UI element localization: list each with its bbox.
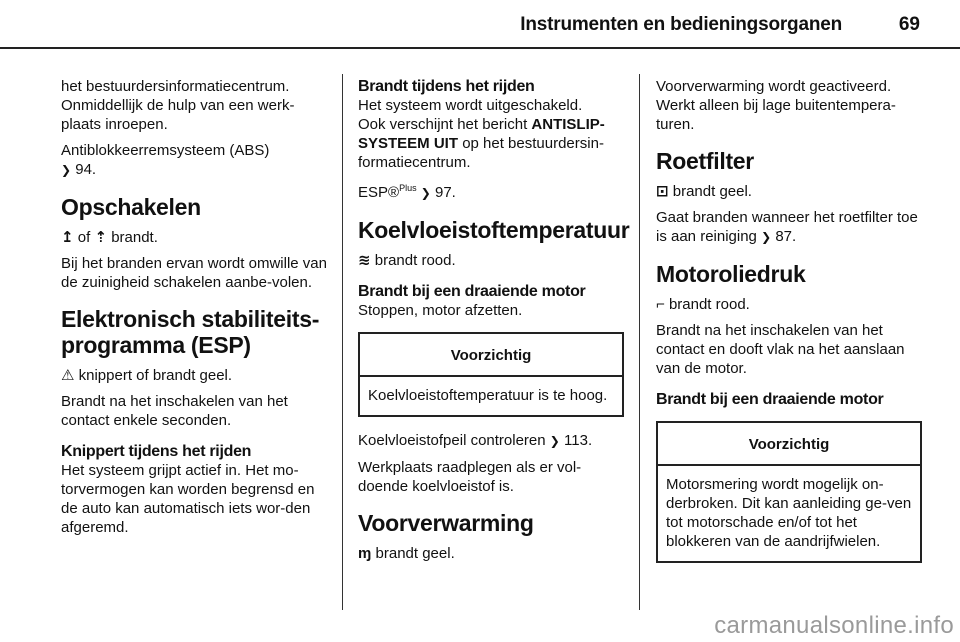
oil-can-icon: ⌐ <box>656 296 665 313</box>
paragraph-roet: Gaat branden wanneer het roetfilter toe is aan reiniging ❯ 87. <box>656 209 918 245</box>
column-divider-2 <box>639 74 640 610</box>
reference-arrow-icon: ❯ <box>549 434 560 448</box>
column-3 <box>656 77 922 577</box>
paragraph: het bestuurdersinformatiecentrum. Onmiddellijk de hulp van een werk-plaats inroepen. <box>61 78 295 133</box>
paragraph: Werkplaats raadplegen als er vol-doende koelvloeistof is. <box>358 459 582 495</box>
coolant-indicator: ≋ brandt rood. <box>358 252 456 269</box>
page-reference-link[interactable]: 94. <box>75 161 97 178</box>
caution-box-body: Koelvloeistoftemperatuur is te hoog. <box>368 387 608 404</box>
page-reference-link[interactable]: 87. <box>775 228 797 245</box>
soot-filter-indicator: ⊡ brandt geel. <box>656 183 752 200</box>
paragraph: Brandt na het inschakelen van het contact enkele seconden. <box>61 393 288 429</box>
caution-box-body: Motorsmering wordt mogelijk on-derbroken. Dit kan aanleiding ge-ven tot motorschade en/of tot het blokkeren van de aandrijfwielen. <box>666 476 912 550</box>
heading-motoroliedruk: Motoroliedruk <box>656 261 806 287</box>
reference-arrow-icon: ❯ <box>420 186 431 200</box>
paragraph: Voorverwarming wordt geactiveerd. Werkt alleen bij lage buitentempera-turen. <box>656 78 896 133</box>
paragraph-abs: Antiblokkeerremsysteem (ABS) ❯ 94. <box>61 142 270 178</box>
shift-up-icon: ↥ <box>61 229 74 246</box>
header-rule <box>0 47 960 49</box>
page-reference-link[interactable]: 97. <box>435 184 456 201</box>
caution-box-title: Voorzichtig <box>360 334 622 377</box>
coolant-temperature-icon: ≋ <box>358 252 371 269</box>
esp-skid-icon: ⚠ <box>61 367 75 384</box>
heading-roetfilter: Roetfilter <box>656 148 754 174</box>
column-2 <box>358 77 630 570</box>
heading-knippert: Knippert tijdens het rijden <box>61 443 252 460</box>
caution-box-title: Voorzichtig <box>658 423 920 466</box>
heading-esp: Elektronisch stabiliteits-programma (ESP) <box>61 306 320 358</box>
page-reference-link[interactable]: 113. <box>564 432 593 449</box>
caution-box <box>656 421 922 563</box>
heading-opschakelen: Opschakelen <box>61 194 201 220</box>
paragraph-bericht: Ook verschijnt het bericht ANTISLIP-SYSTEEM UIT op het bestuurdersin-formatiecentrum. <box>358 116 605 171</box>
page-number: 69 <box>898 14 920 35</box>
heading-draaiende-motor: Brandt bij een draaiende motor <box>656 391 884 408</box>
heading-voorverwarming: Voorverwarming <box>358 510 534 536</box>
watermark: carmanualsonline.info <box>714 612 954 639</box>
soot-filter-icon: ⊡ <box>656 183 669 200</box>
reference-arrow-icon: ❯ <box>61 163 72 177</box>
page-header-title: Instrumenten en bedieningsorganen <box>520 14 842 35</box>
esp-indicator: ⚠ knippert of brandt geel. <box>61 367 233 384</box>
heading-koelvloeistof: Koelvloeistoftemperatuur <box>358 217 630 243</box>
caution-box <box>358 332 624 417</box>
glow-plug-icon: ɱ <box>358 545 372 562</box>
paragraph: Het systeem wordt uitgeschakeld. <box>358 97 583 114</box>
paragraph: Bij het branden ervan wordt omwille van de zuinigheid schakelen aanbe-volen. <box>61 255 327 291</box>
column-divider-1 <box>342 74 343 610</box>
paragraph: Stoppen, motor afzetten. <box>358 302 523 319</box>
reference-arrow-icon: ❯ <box>761 230 772 244</box>
opschakelen-indicator: ↥ of ⇡ brandt. <box>61 229 158 246</box>
heading-brandt-rijden: Brandt tijdens het rijden <box>358 78 535 95</box>
oil-pressure-indicator: ⌐ brandt rood. <box>656 296 750 313</box>
preheat-indicator: ɱ brandt geel. <box>358 545 455 562</box>
paragraph: Het systeem grijpt actief in. Het mo-torvermogen kan worden begrensd en de auto kan automatisch iets wor-den afgeremd. <box>61 462 315 536</box>
column-1 <box>61 77 331 544</box>
heading-draaiende-motor: Brandt bij een draaiende motor <box>358 283 586 300</box>
esp-plus-reference: ESP®$^{Plus}$ ❯ 97. <box>358 183 456 201</box>
paragraph-peil: Koelvloeistofpeil controleren ❯ 113. <box>358 432 593 449</box>
paragraph: Brandt na het inschakelen van het contact en dooft vlak na het aanslaan van de motor. <box>656 322 905 377</box>
shift-up-alt-icon: ⇡ <box>94 229 108 246</box>
